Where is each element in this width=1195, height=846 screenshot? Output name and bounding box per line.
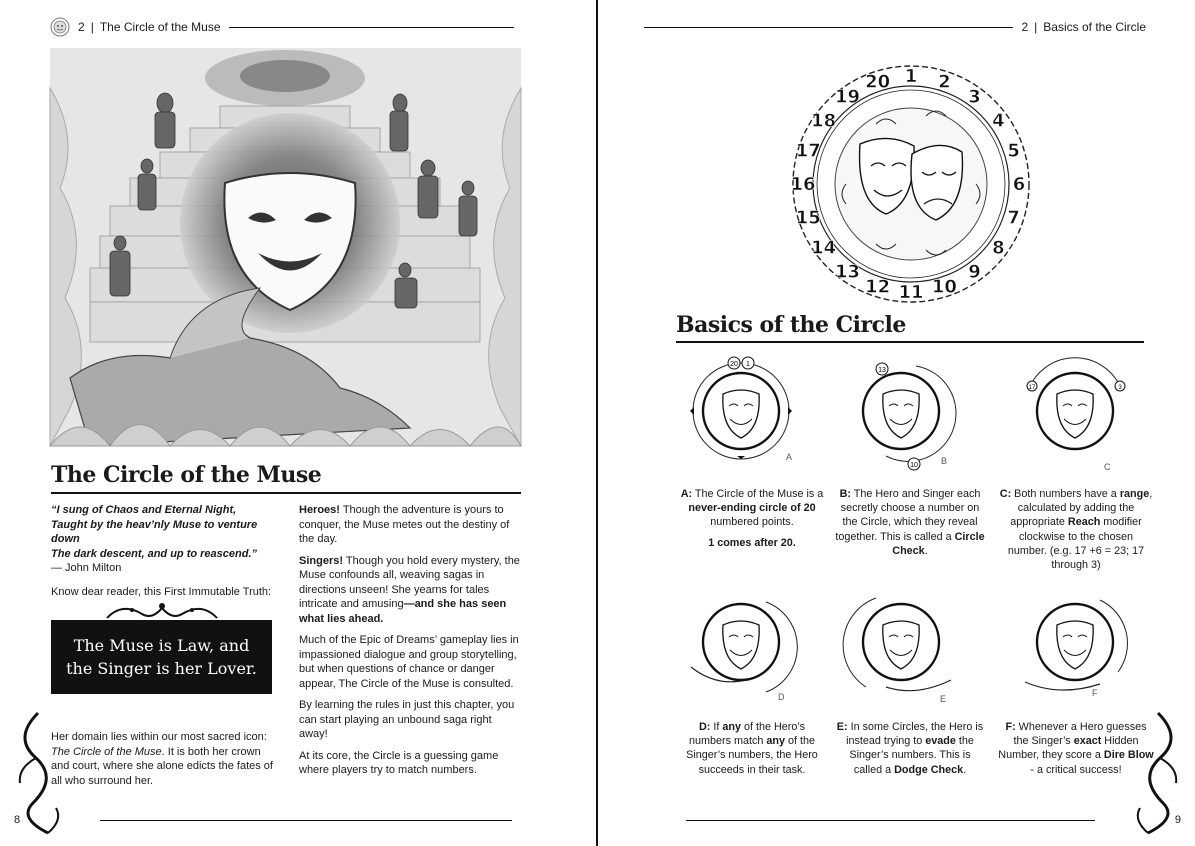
mark-3: 3: [1118, 385, 1122, 391]
section-title-rule: [676, 341, 1144, 343]
header-separator: |: [90, 20, 94, 34]
header-rule: [644, 27, 1013, 28]
header-rule: [229, 27, 514, 28]
card-f: F: Whenever a Hero guesses the Singer’s exact Hidden Number, they score a Dire Blow - a critical success!: [998, 721, 1154, 776]
chapter-number: 2: [78, 20, 85, 34]
circle-number-8: 8: [992, 237, 1005, 259]
card-c: C: Both numbers have a range, calculated by adding the appropriate Reach modifier clockwise to the chosen number. (e.g. 17 +6 = 23; 17 through 3): [999, 488, 1153, 572]
left-column: [51, 503, 276, 606]
mark-10: 10: [910, 462, 918, 469]
footer-rule: [100, 820, 512, 821]
section-title: Basics of the Circle: [676, 312, 906, 338]
left-footer: [14, 812, 522, 828]
left-page: [0, 0, 597, 846]
circle-number-7: 7: [1007, 207, 1020, 229]
circle-number-16: 16: [790, 174, 816, 195]
page-number: 8: [14, 814, 21, 826]
core-paragraph: At its core, the Circle is a guessing game where players try to match numbers.: [299, 749, 499, 776]
diagram-letter: F: [1092, 688, 1098, 698]
right-column: [299, 503, 521, 785]
card-a: A: The Circle of the Muse is a never-ending circle of 20 numbered points. 1 comes after 20.: [680, 488, 824, 549]
circle-number-1: 1: [904, 66, 918, 87]
diagram-letter: E: [940, 694, 947, 704]
circle-number-5: 5: [1007, 140, 1020, 162]
circle-number-4: 4: [992, 110, 1005, 132]
mark-1: 1: [746, 361, 750, 368]
right-page: [598, 0, 1195, 846]
circle-number-6: 6: [1012, 174, 1026, 195]
circle-number-13: 13: [834, 261, 861, 283]
diagram-e: [846, 592, 956, 702]
circle-number-2: 2: [938, 71, 951, 93]
flourish-ornament-icon: [102, 600, 222, 622]
first-truth-box: [51, 620, 272, 694]
section-title: The Circle of the Muse: [51, 462, 322, 488]
diagram-a: [686, 356, 796, 466]
circle-number-14: 14: [811, 237, 837, 259]
circle-of-muse-diagram: [776, 54, 1046, 314]
learning-paragraph: By learning the rules in just this chapter, you can start playing an unbound saga right away!: [299, 699, 515, 740]
circle-number-12: 12: [865, 276, 891, 298]
circle-number-15: 15: [795, 207, 821, 229]
milton-quote: “I sung of Chaos and Eternal Night, Taught by the heav’nly Muse to venture down The dark descent, and up to reascend.”: [51, 504, 258, 560]
right-header: [636, 16, 1146, 38]
diagram-d: [686, 592, 796, 702]
muse-illustration: [50, 48, 521, 446]
diagram-letter: C: [1104, 462, 1111, 472]
diagram-c: [1020, 356, 1130, 472]
heroes-paragraph: Heroes! Though the adventure is yours to conquer, the Muse metes out the destiny of the day.: [299, 504, 510, 545]
header-separator: |: [1034, 20, 1038, 34]
card-b: B: The Hero and Singer each secretly choose a number on the Circle, which they reveal together. This is called a Circle Check.: [835, 488, 985, 557]
diagram-letter: B: [941, 456, 948, 466]
chapter-number: 2: [1021, 20, 1029, 34]
mark-20: 20: [730, 361, 738, 368]
domain-paragraph: Her domain lies within our most sacred icon: The Circle of the Muse. It is both her crown and court, where she alone edicts the fates of all who surround her.: [51, 731, 273, 787]
gameplay-paragraph: Much of the Epic of Dreams’ gameplay lies in impassioned dialogue and group storytelling, but when questions of chance or danger appear, The Circle of the Muse is consulted.: [299, 634, 519, 690]
page-number: 9: [1174, 814, 1181, 826]
chapter-title: The Circle of the Muse: [99, 20, 221, 34]
diagram-f: [1020, 592, 1130, 702]
quote-attribution: — John Milton: [51, 562, 122, 574]
right-footer: [676, 812, 1181, 828]
mark-17: 17: [1028, 385, 1036, 391]
circle-number-9: 9: [968, 261, 981, 283]
intro-text: Know dear reader, this First Immutable Truth:: [51, 585, 272, 598]
footer-rule: [686, 820, 1095, 821]
circle-number-19: 19: [834, 86, 861, 108]
diagram-b: [846, 356, 956, 469]
mask-emblem-icon: [50, 17, 70, 37]
card-d: D: If any of the Hero’s numbers match any of the Singer’s numbers, the Hero succeeds in their task.: [686, 721, 818, 776]
circle-number-18: 18: [811, 110, 837, 132]
circle-number-3: 3: [968, 86, 981, 108]
card-e: E: In some Circles, the Hero is instead trying to evade the Singer’s numbers. This is called a Dodge Check.: [836, 721, 984, 776]
maxim-line-1: The Muse is Law, and: [73, 636, 250, 655]
diagram-letter: A: [786, 452, 793, 462]
left-header: [50, 16, 522, 38]
section-title-rule: [51, 492, 521, 494]
circle-number-20: 20: [865, 71, 891, 93]
diagram-letter: D: [778, 692, 785, 702]
circle-number-10: 10: [931, 276, 957, 298]
chapter-title: Basics of the Circle: [1043, 20, 1146, 34]
maxim-line-2: the Singer is her Lover.: [66, 659, 257, 678]
circle-number-11: 11: [898, 282, 924, 303]
circle-number-17: 17: [795, 140, 821, 162]
singers-paragraph: Singers! Though you hold every mystery, the Muse confounds all, weaving sagas in directions unseen! She yearns for tales intricate and amusing—and she has seen what lies ahead.: [299, 554, 520, 625]
mark-13: 13: [878, 367, 886, 374]
